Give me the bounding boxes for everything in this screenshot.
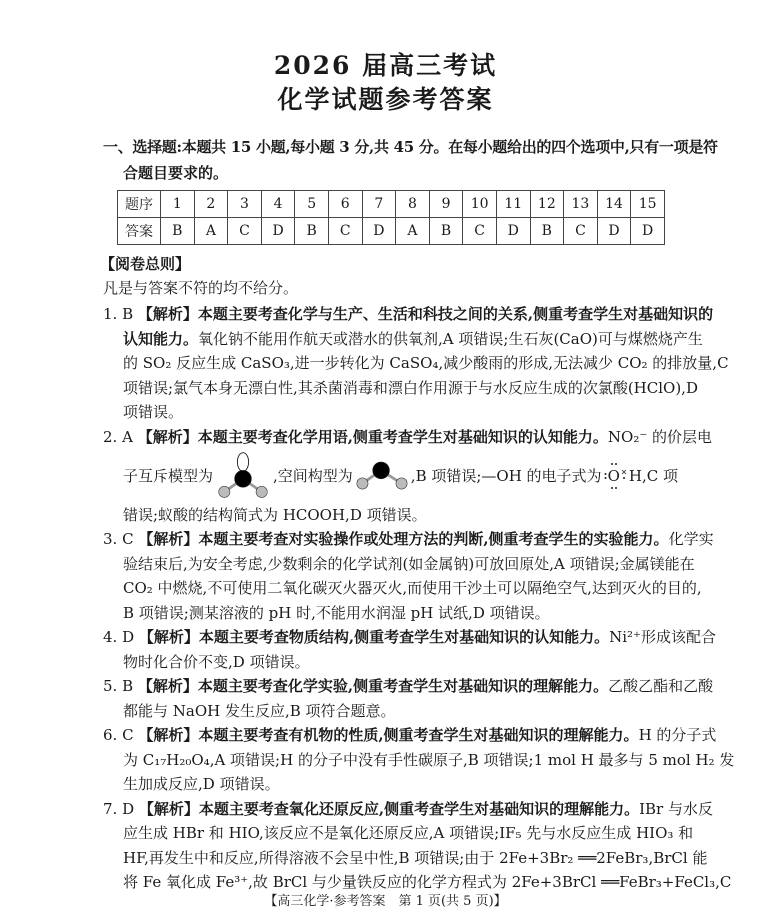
analysis-lead: 【解析】本题主要考查物质结构,侧重考查学生对基础知识的认知能力。 — [138, 628, 610, 646]
text-line — [103, 425, 713, 450]
answer-cell: C — [328, 218, 362, 245]
text-segment: 5. B — [103, 677, 138, 695]
text-segment: H 的分子式 — [638, 726, 717, 744]
text-segment: 将 Fe 氧化成 Fe³⁺,故 BrCl 与少量铁反应的化学方程式为 2Fe+3BrCl ══FeBr₃+FeCl₃,C — [123, 873, 732, 891]
text-line — [103, 376, 698, 401]
text-segment: B 项错误;测某溶液的 pH 时,不能用水润湿 pH 试纸,D 项错误。 — [123, 603, 550, 622]
text-line — [103, 576, 702, 601]
rules-text: 凡是与答案不符的均不给分。 — [103, 279, 299, 297]
question-number: 1 — [161, 191, 195, 218]
text-line — [103, 821, 694, 846]
question-number: 11 — [496, 191, 530, 218]
text-line — [103, 327, 703, 352]
answer-item — [103, 425, 713, 528]
text-segment: 都能与 NaOH 发生反应,B 项符合题意。 — [123, 701, 396, 720]
answer-cell: A — [194, 218, 228, 245]
question-number: 5 — [295, 191, 329, 218]
analysis-lead: 【解析】本题主要考查化学实验,侧重考查学生对基础知识的理解能力。 — [137, 677, 609, 695]
section-heading-line2: 合题目要求的。 — [123, 164, 229, 182]
text-segment: 项错误;氯气本身无漂白性,其杀菌消毒和漂白作用源于与水反应生成的次氯酸(HClO),D — [123, 378, 698, 397]
vsepr-model-image — [215, 451, 271, 501]
answer-cell: D — [631, 218, 665, 245]
electron-formula — [604, 462, 627, 490]
question-number: 13 — [564, 191, 598, 218]
question-number: 2 — [194, 191, 228, 218]
text-segment: 为 C₁₇H₂₀O₄,A 项错误;H 的分子中没有手性碳原子,B 项错误;1 mol H 最多与 5 mol H₂ 发 — [123, 750, 735, 769]
answer-item — [103, 302, 729, 425]
text-segment: 3. C — [103, 530, 139, 548]
question-number: 14 — [597, 191, 631, 218]
text-segment: 7. D — [103, 799, 139, 818]
text-segment: 6. C — [103, 726, 139, 744]
text-segment: 化学实 — [668, 530, 714, 548]
text-line — [103, 351, 729, 376]
answer-cell: D — [496, 218, 530, 245]
question-number: 9 — [429, 191, 463, 218]
text-segment: 验结束后,为安全考虑,少数剩余的化学试剂(如金属钠)可放回原处,A 项错误;金属镁能在 — [123, 554, 695, 573]
answer-cell: D — [597, 218, 631, 245]
text-segment: HF,再发生中和反应,所得溶液不会呈中性,B 项错误;由于 2Fe+3Br₂ ══2FeBr₃,BrCl 能 — [123, 848, 708, 867]
text-segment: 氧化钠不能用作航天或潜水的供氧剂,A 项错误;生石灰(CaO)可与煤燃烧产生 — [198, 329, 703, 348]
document-title: 2026 届高三考试 — [273, 51, 498, 80]
text-line — [103, 527, 714, 552]
text-line — [103, 723, 717, 748]
answer-cell: D — [261, 218, 295, 245]
answer-table — [117, 190, 665, 245]
text-line — [103, 552, 695, 577]
lone-pair-dots-bottom — [609, 486, 619, 490]
text-line — [103, 400, 675, 425]
molecular-shape-image — [355, 458, 409, 494]
section-heading-line1: 一、选择题:本题共 15 小题,每小题 3 分,共 45 分。在每小题给出的四个选项中,只有一项是符 — [103, 138, 718, 156]
row-header: 答案 — [118, 218, 161, 245]
text-line — [103, 797, 713, 822]
text-segment: ,B 项错误;—OH 的电子式为 — [410, 466, 602, 485]
text-line — [103, 503, 675, 528]
lone-pair-dots-left — [604, 466, 607, 486]
text-segment: 的 SO₂ 反应生成 CaSO₃,进一步转化为 CaSO₄,减少酸雨的形成,无法减少 CO₂ 的排放量,C — [123, 354, 729, 372]
answer-cell: B — [429, 218, 463, 245]
text-segment: Ni²⁺形成该配合 — [609, 628, 716, 646]
answer-cell: C — [564, 218, 598, 245]
text-line-with-models — [103, 449, 678, 503]
answer-cell: C — [463, 218, 497, 245]
text-segment: 错误;蚁酸的结构简式为 HCOOH,D 项错误。 — [123, 505, 427, 524]
text-segment: 项错误。 — [123, 403, 184, 421]
text-line — [103, 650, 675, 675]
text-segment: ,空间构型为 — [273, 466, 353, 485]
text-segment: 乙酸乙酯和乙酸 — [608, 677, 714, 695]
answer-cell: B — [295, 218, 329, 245]
analysis-lead: 【解析】本题主要考查有机物的性质,侧重考查学生对基础知识的理解能力。 — [138, 726, 639, 744]
answer-cell: A — [396, 218, 430, 245]
text-line — [103, 674, 714, 699]
answer-item — [103, 527, 714, 625]
answer-cell: D — [362, 218, 396, 245]
shared-electron-marks — [621, 466, 627, 486]
question-number: 10 — [463, 191, 497, 218]
question-number: 3 — [228, 191, 262, 218]
question-number: 4 — [261, 191, 295, 218]
text-segment: H,C 项 — [628, 466, 678, 485]
question-number: 8 — [396, 191, 430, 218]
text-line — [103, 302, 714, 327]
answer-cell: B — [161, 218, 195, 245]
analysis-lead: 【解析】本题主要考查氧化还原反应,侧重考查学生对基础知识的理解能力。 — [138, 799, 640, 818]
answer-cell: C — [228, 218, 262, 245]
text-segment: 应生成 HBr 和 HIO,该反应不是氧化还原反应,A 项错误;IF₅ 先与水反应生成 HIO₃ 和 — [123, 824, 694, 842]
row-header: 题序 — [118, 191, 161, 218]
text-segment: 物时化合价不变,D 项错误。 — [123, 652, 310, 671]
answer-explanations — [103, 302, 735, 895]
answer-item — [103, 723, 735, 797]
document-subtitle: 化学试题参考答案 — [277, 85, 494, 114]
text-segment: 4. D — [103, 628, 139, 646]
text-segment: NO₂⁻ 的价层电 — [607, 427, 713, 446]
oxygen-symbol: O — [607, 466, 620, 485]
question-number: 15 — [631, 191, 665, 218]
answer-cell: B — [530, 218, 564, 245]
question-number: 6 — [328, 191, 362, 218]
text-line — [103, 748, 735, 773]
text-segment: 1. B — [103, 305, 138, 323]
analysis-lead: 【解析】本题主要考查化学与生产、生活和科技之间的关系,侧重考查学生对基础知识的 — [137, 305, 714, 323]
text-line — [103, 625, 716, 650]
text-line — [103, 601, 675, 626]
text-line — [103, 772, 675, 797]
page-footer: 【高三化学·参考答案 第 1 页(共 5 页)】 — [264, 894, 507, 909]
text-segment: IBr 与水反 — [639, 799, 713, 818]
text-segment: 2. A — [103, 427, 138, 446]
analysis-lead: 【解析】本题主要考查对实验操作或处理方法的判断,侧重考查学生的实验能力。 — [138, 530, 669, 548]
analysis-lead: 【解析】本题主要考查化学用语,侧重考查学生对基础知识的认知能力。 — [137, 427, 608, 446]
answer-item — [103, 797, 732, 895]
analysis-lead: 认知能力。 — [123, 329, 199, 348]
answer-item — [103, 674, 714, 723]
question-number: 7 — [362, 191, 396, 218]
text-segment: CO₂ 中燃烧,不可使用二氧化碳灭火器灭火,而使用干沙土可以隔绝空气,达到灭火的目的, — [123, 579, 702, 597]
rules-heading: 【阅卷总则】 — [100, 255, 191, 273]
text-line — [103, 846, 708, 871]
text-segment: 生加成反应,D 项错误。 — [123, 775, 280, 793]
answer-item — [103, 625, 716, 674]
text-segment: 子互斥模型为 — [123, 466, 214, 485]
question-number: 12 — [530, 191, 564, 218]
text-line — [103, 699, 675, 724]
